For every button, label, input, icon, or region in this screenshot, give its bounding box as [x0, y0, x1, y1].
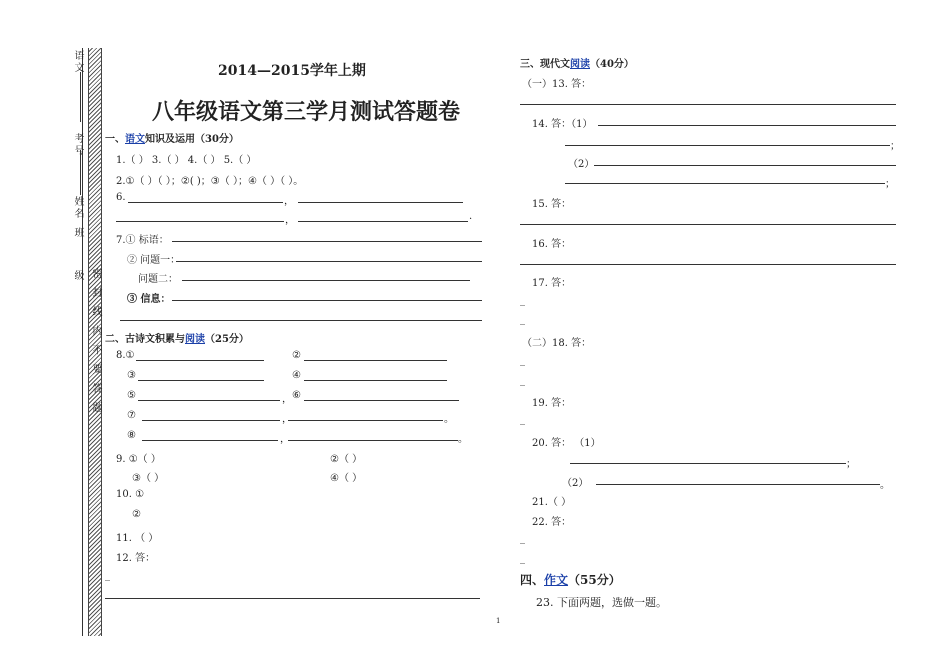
- answer-line[interactable]: [136, 360, 264, 361]
- q8-1-label: 8.①: [116, 350, 135, 361]
- answer-line[interactable]: [288, 440, 458, 441]
- period: .: [469, 211, 473, 222]
- answer-line[interactable]: [176, 261, 482, 262]
- section-3-title: 三、现代文阅读（40分）: [520, 59, 634, 70]
- q14-2-label: （2）: [568, 159, 595, 170]
- answer-line[interactable]: [570, 463, 846, 464]
- answer-mark: _: [520, 314, 525, 325]
- section-4-title: 四、作文（55分）: [520, 573, 621, 587]
- q13-label: （一）13. 答：: [522, 79, 592, 90]
- q21: 21.（ ）: [532, 497, 572, 508]
- q23-text: 23. 下面两题，选做一题。: [536, 596, 667, 609]
- q10-2: ②: [132, 509, 141, 520]
- answer-line[interactable]: [128, 202, 283, 203]
- q9-2: ②（ ）: [330, 454, 363, 465]
- q7-question2-label: 问题二：: [138, 274, 178, 285]
- q2-row: 2.①（ ）（ ）；②( )；③（ ）；④（ ）（ ）。: [116, 176, 304, 187]
- answer-line[interactable]: [565, 183, 885, 184]
- q12-label: 12. 答：: [116, 553, 156, 564]
- answer-line[interactable]: [142, 420, 280, 421]
- q1-row: 1.（ ） 3.（ ） 4.（ ） 5.（ ）: [116, 155, 257, 166]
- q8-8-label: ⑧: [127, 430, 136, 441]
- q6-label: 6.: [116, 192, 126, 203]
- comma: ，: [284, 196, 294, 207]
- class-top-label: 班: [72, 227, 83, 239]
- name-label: 姓名: [72, 196, 83, 220]
- q16-label: 16. 答：: [532, 239, 572, 250]
- semicolon: ；: [885, 179, 895, 190]
- q8-4-label: ④: [292, 370, 301, 381]
- q7-info-label: ③ 信息：: [127, 294, 171, 305]
- q20-2-label: （2）: [562, 478, 589, 489]
- q10-1: 10. ①: [116, 489, 145, 500]
- answer-line[interactable]: [138, 400, 280, 401]
- q8-6-label: ⑥: [292, 390, 301, 401]
- answer-line[interactable]: [138, 380, 264, 381]
- answer-line[interactable]: [598, 125, 896, 126]
- q8-7-label: ⑦: [127, 410, 136, 421]
- answer-line[interactable]: [105, 598, 480, 599]
- subject-label: 语文: [72, 50, 83, 74]
- exam-no-label: 考号: [72, 133, 83, 157]
- answer-line[interactable]: [520, 224, 896, 225]
- subject-field: [80, 72, 81, 122]
- section-2-link[interactable]: 阅读: [185, 334, 205, 345]
- q11: 11. （ ）: [116, 533, 159, 544]
- q8-2-label: ②: [292, 350, 301, 361]
- answer-line[interactable]: [298, 221, 468, 222]
- q18-label: （二）18. 答：: [522, 338, 592, 349]
- q9-3: ③（ ）: [132, 473, 165, 484]
- period: 。: [880, 480, 890, 491]
- class-label: 级: [72, 270, 83, 282]
- q7-slogan-label: 7.① 标语：: [116, 235, 169, 246]
- answer-line[interactable]: [304, 360, 447, 361]
- q20-label: 20. 答： （1）: [532, 438, 601, 449]
- answer-line[interactable]: [172, 241, 482, 242]
- section-1-title: 一、语文知识及运用（30分）: [105, 134, 239, 145]
- answer-line[interactable]: [298, 202, 463, 203]
- answer-line[interactable]: [565, 145, 890, 146]
- q9-1: 9. ①（ ）: [116, 454, 161, 465]
- answer-line[interactable]: [182, 280, 470, 281]
- period: 。: [458, 434, 468, 445]
- q22-label: 22. 答：: [532, 517, 572, 528]
- section-1-link[interactable]: 语文: [125, 134, 145, 145]
- answer-line[interactable]: [520, 104, 896, 105]
- q8-3-label: ③: [127, 370, 136, 381]
- answer-line[interactable]: [596, 484, 880, 485]
- page-number: 1: [496, 617, 501, 625]
- comma: ，: [282, 394, 292, 405]
- answer-line[interactable]: [304, 380, 447, 381]
- section-3-link[interactable]: 阅读: [570, 59, 590, 70]
- answer-mark: _: [520, 414, 525, 425]
- answer-line[interactable]: [520, 264, 896, 265]
- section-2-title: 二、古诗文积累与阅读（25分）: [105, 334, 249, 345]
- answer-mark: _: [520, 533, 525, 544]
- comma: ，: [285, 215, 295, 226]
- answer-line[interactable]: [172, 300, 482, 301]
- answer-line[interactable]: [594, 165, 896, 166]
- q15-label: 15. 答：: [532, 199, 572, 210]
- answer-line[interactable]: [304, 400, 459, 401]
- answer-mark: _: [520, 295, 525, 306]
- year-heading: 2014—2015学年上期: [218, 63, 366, 79]
- q19-label: 19. 答：: [532, 398, 572, 409]
- comma: ，: [280, 434, 290, 445]
- q8-5-label: ⑤: [127, 390, 136, 401]
- q9-4: ④（ ）: [330, 473, 363, 484]
- answer-mark: _: [520, 375, 525, 386]
- answer-mark: _: [105, 570, 110, 581]
- comma: ，: [282, 414, 292, 425]
- q17-label: 17. 答：: [532, 278, 572, 289]
- seal-note: 密 封 线 内 不 要 答 题: [90, 268, 101, 416]
- q7-question1-label: ② 问题一：: [127, 255, 181, 266]
- period: 。: [444, 414, 454, 425]
- answer-line[interactable]: [142, 440, 278, 441]
- semicolon: ；: [846, 459, 856, 470]
- answer-line[interactable]: [120, 320, 482, 321]
- answer-mark: _: [520, 553, 525, 564]
- exam-no-field: [80, 150, 81, 195]
- page-title: 八年级语文第三学月测试答题卷: [152, 99, 461, 125]
- section-4-link[interactable]: 作文: [544, 573, 569, 587]
- answer-mark: _: [520, 355, 525, 366]
- answer-line[interactable]: [116, 221, 284, 222]
- answer-line[interactable]: [288, 420, 443, 421]
- semicolon: ；: [890, 141, 900, 152]
- q14-label: 14. 答：（1）: [532, 119, 593, 130]
